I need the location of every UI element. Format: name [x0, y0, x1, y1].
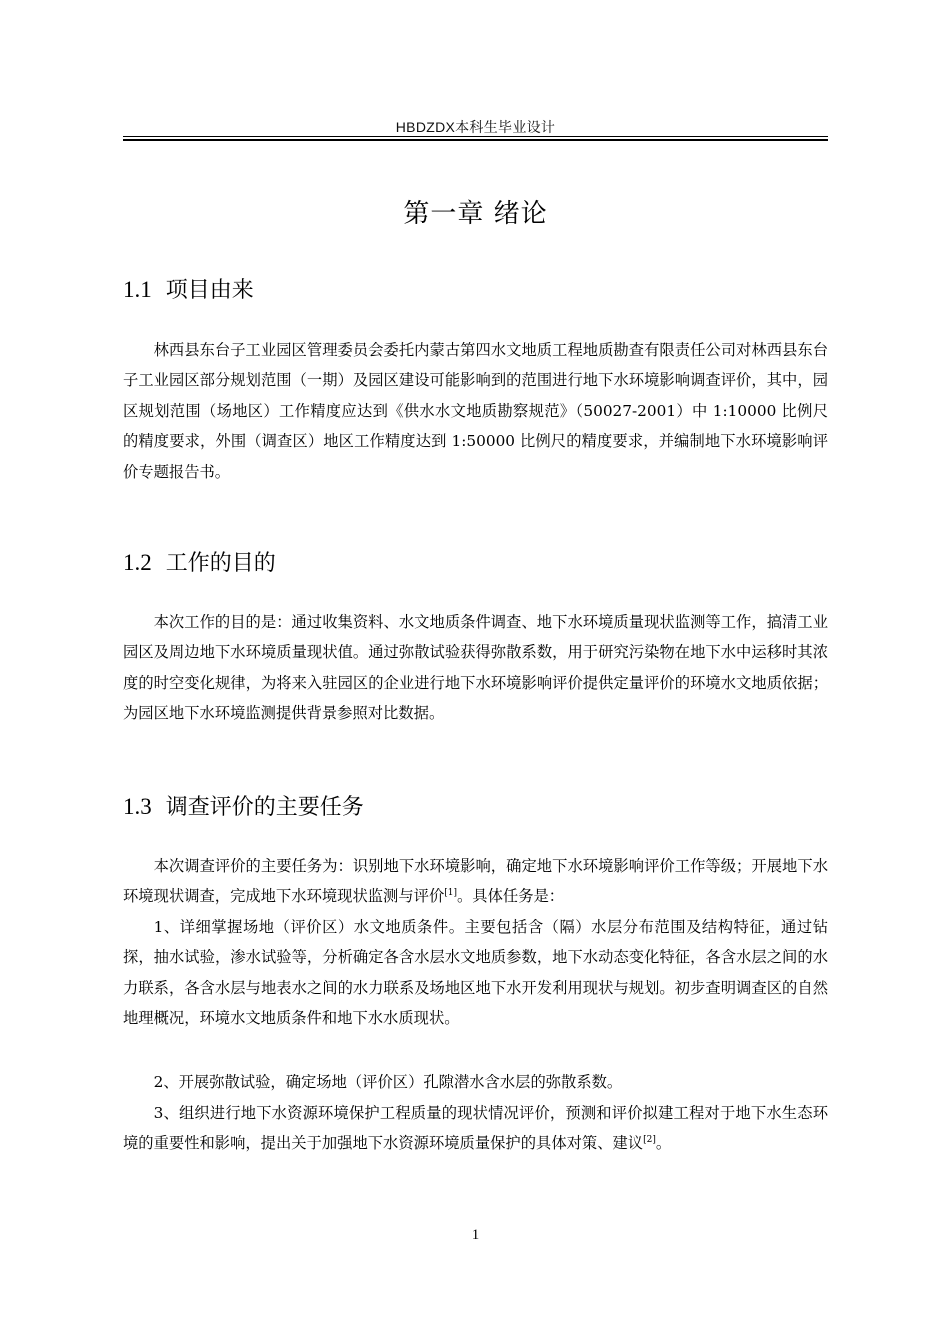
section-title: 工作的目的: [165, 551, 276, 576]
paragraph-task-3: [123, 1098, 828, 1159]
section-title: 调查评价的主要任务: [165, 795, 364, 820]
paragraph-task-1: 1、详细掌握场地（评价区）水文地质条件。主要包括含（隔）水层分布范围及结构特征，通过钻探，抽水试验，渗水试验等，分析确定各含水层水文地质参数，地下水动态变化特征，各含水层之间的水力联系，各含水层与地表水之间的水力联系及场地区地下水开发利用现状与规划。初步查明调查区的自然地理概况，环境水文地质条件和地下水水质现状。: [123, 918, 828, 1028]
paragraph-1-1: 林西县东台子工业园区管理委员会委托内蒙古第四水文地质工程地质勘查有限责任公司对林西县东台子工业园区部分规划范围（一期）及园区建设可能影响到的范围进行地下水环境影响调查评价，其中，园区规划范围（场地区）工作精度应达到《供水水文地质勘察规范》（50027-2001）中 1:10000 比例尺的精度要求，外围（调查区）地区工作精度达到 1:50000 比例尺的精度要求，并编制地下水环境影响评价专题报告书。: [123, 341, 828, 481]
chapter-title: 第一章 绪论: [403, 199, 548, 229]
section-heading-1-3: [123, 792, 828, 823]
paragraph-text: 3、组织进行地下水资源环境保护工程质量的现状情况评价，预测和评价拟建工程对于地下水生态环境的重要性和影响，提出关于加强地下水资源环境质量保护的具体对策、建议: [123, 1104, 828, 1153]
section-title: 项目由来: [165, 278, 254, 303]
paragraph-tail: 。具体任务是：: [457, 887, 565, 906]
header-rule-thick: [123, 139, 828, 141]
paragraph-tail: 。: [655, 1134, 672, 1153]
running-header: HBDZDX本科生毕业设计: [395, 119, 556, 135]
page-number: 1: [471, 1227, 480, 1243]
section-number: 1.2: [123, 550, 152, 575]
section-number: 1.3: [123, 794, 152, 819]
citation-ref: [1]: [444, 888, 457, 899]
paragraph-text: 本次调查评价的主要任务为：识别地下水环境影响，确定地下水环境影响评价工作等级；开展地下水环境现状调查，完成地下水环境现状监测与评价: [123, 857, 828, 906]
header-rule-thin: [123, 136, 828, 137]
section-number: 1.1: [123, 277, 152, 302]
citation-ref: [2]: [643, 1135, 656, 1146]
paragraph-task-2: 2、开展弥散试验，确定场地（评价区）孔隙潜水含水层的弥散系数。: [153, 1073, 623, 1091]
section-heading-1-2: [123, 548, 828, 579]
section-heading-1-1: [123, 275, 828, 306]
paragraph-1-2: 本次工作的目的是：通过收集资料、水文地质条件调查、地下水环境质量现状监测等工作，搞清工业园区及周边地下水环境质量现状值。通过弥散试验获得弥散系数，用于研究污染物在地下水中运移时其浓度的时空变化规律，为将来入驻园区的企业进行地下水环境影响评价提供定量评价的环境水文地质依据；为园区地下水环境监测提供背景参照对比数据。: [123, 613, 828, 723]
paragraph-1-3-intro: [123, 851, 828, 912]
